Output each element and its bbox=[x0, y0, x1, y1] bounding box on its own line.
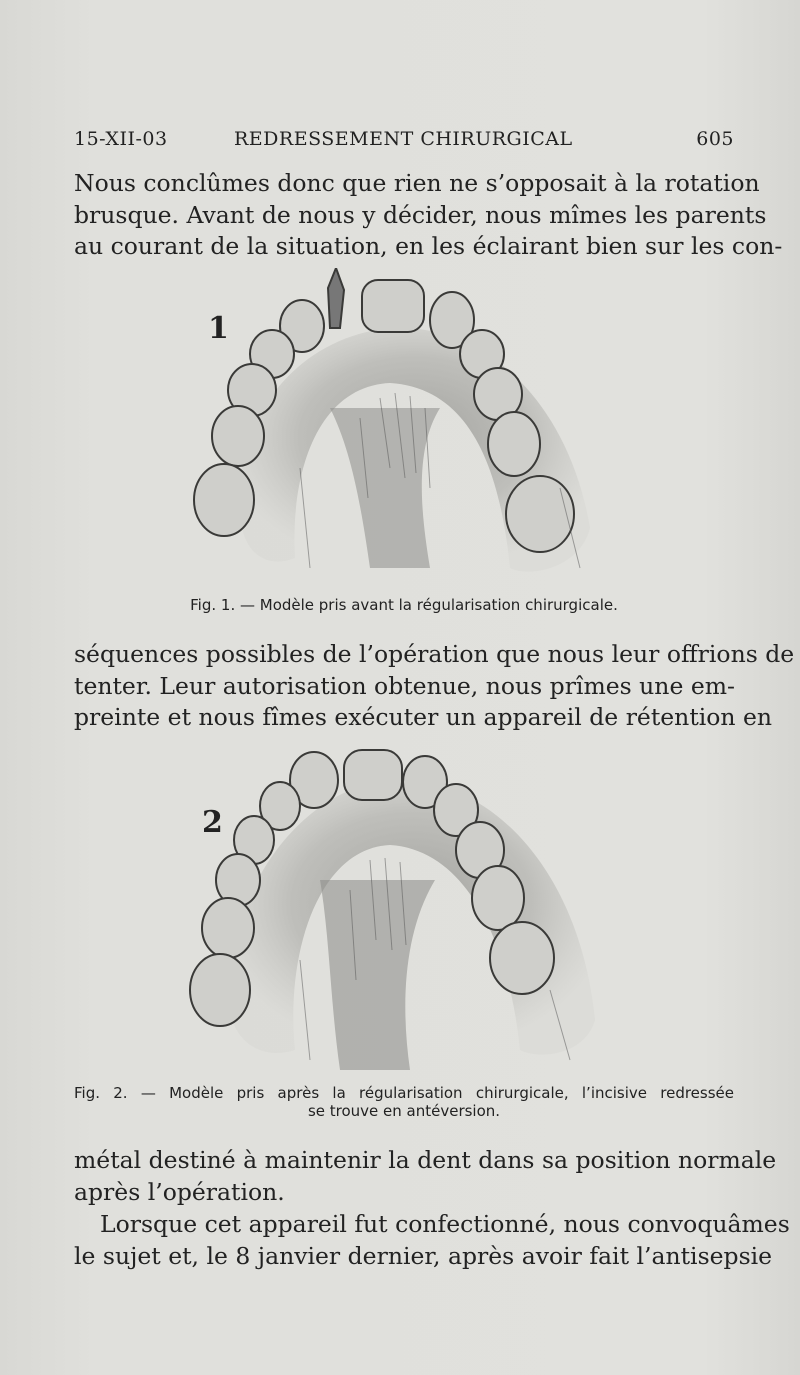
figure-2-dental-cast bbox=[180, 740, 620, 1075]
text-line: le sujet et, le 8 janvier dernier, après avoir fait l’antisepsie bbox=[74, 1241, 773, 1270]
figure-2-caption-line: Fig. 2. — Modèle pris après la régularisation chirurgicale, l’incisive redressée bbox=[74, 1084, 734, 1102]
text-line: preinte et nous fîmes exécuter un appareil de rétention en bbox=[74, 703, 773, 731]
figure-2-number: 2 bbox=[202, 805, 223, 840]
text-line: Nous conclûmes donc que rien ne s’opposait à la rotation bbox=[74, 169, 760, 197]
text-line: après l’opération. bbox=[74, 1177, 285, 1206]
paragraph-2 bbox=[74, 639, 795, 734]
figure-1-number: 1 bbox=[208, 311, 229, 346]
figure-1-dental-cast bbox=[180, 268, 620, 588]
text-line: Lorsque cet appareil fut confectionné, nous convoquâmes bbox=[100, 1210, 790, 1238]
paragraph-4 bbox=[74, 1209, 790, 1272]
text-line: métal destiné à maintenir la dent dans sa position normale bbox=[74, 1146, 777, 1174]
figure-1-caption: Fig. 1. — Modèle pris avant la régularisation chirurgicale. bbox=[190, 596, 618, 614]
dental-cast-illustration-2 bbox=[180, 740, 620, 1075]
text-line: tenter. Leur autorisation obtenue, nous prîmes une em- bbox=[74, 671, 735, 700]
text-line: au courant de la situation, en les éclairant bien sur les con- bbox=[74, 232, 783, 260]
paragraph-3 bbox=[74, 1145, 777, 1208]
figure-2-caption-line: se trouve en antéversion. bbox=[307, 1102, 501, 1120]
running-head bbox=[74, 128, 734, 158]
figure-2-caption bbox=[74, 1084, 734, 1120]
running-head-title: REDRESSEMENT CHIRURGICAL bbox=[234, 128, 573, 150]
text-line: séquences possibles de l’opération que nous leur offrions de bbox=[74, 640, 795, 668]
page-number: 605 bbox=[696, 128, 734, 150]
running-head-date: 15-XII-03 bbox=[74, 128, 168, 150]
text-line: brusque. Avant de nous y décider, nous mîmes les parents bbox=[74, 200, 767, 229]
paragraph-1 bbox=[74, 168, 783, 263]
tooth bbox=[362, 280, 424, 332]
dental-cast-illustration-1 bbox=[180, 268, 620, 588]
